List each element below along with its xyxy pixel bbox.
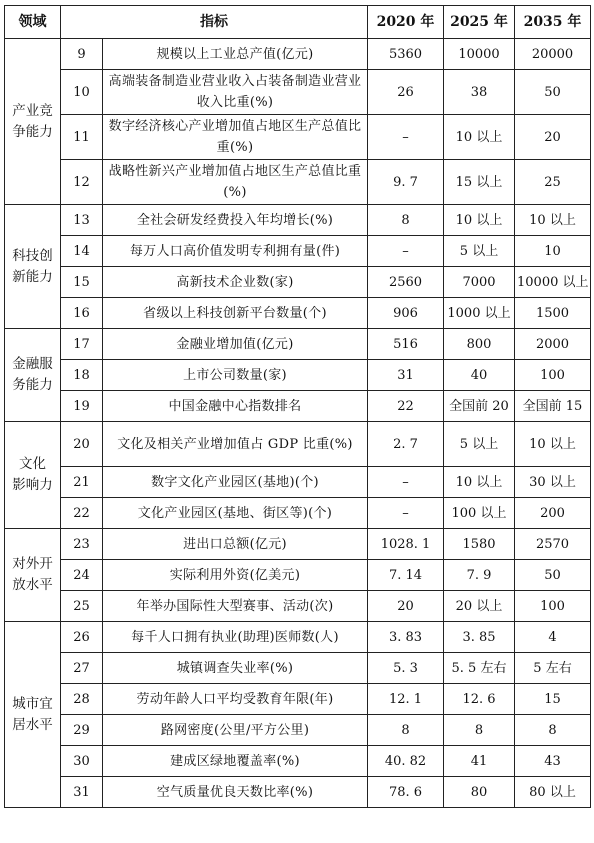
row-number: 28: [61, 684, 103, 715]
table-row: [5, 422, 591, 467]
table-row: [5, 498, 591, 529]
table-row: [5, 236, 591, 267]
row-number: 12: [61, 160, 103, 205]
value-2035: 43: [515, 746, 591, 777]
domain-label: 金融服 务能力: [12, 356, 53, 393]
value-2025: 100 以上: [444, 498, 515, 529]
value-2020: 22: [368, 391, 444, 422]
table-row: [5, 529, 591, 560]
value-2025: 全国前 20: [444, 391, 515, 422]
indicator-name: 文化及相关产业增加值占 GDP 比重(%): [103, 422, 368, 467]
indicator-name: 年举办国际性大型赛事、活动(次): [103, 591, 368, 622]
indicator-name: 实际利用外资(亿美元): [103, 560, 368, 591]
table-body: [5, 39, 591, 808]
indicator-name: 中国金融中心指数排名: [103, 391, 368, 422]
value-2035: 8: [515, 715, 591, 746]
domain-label: 对外开 放水平: [12, 556, 53, 593]
value-2035: 1500: [515, 298, 591, 329]
value-2025: 10 以上: [444, 115, 515, 160]
row-number: 21: [61, 467, 103, 498]
value-2035: 200: [515, 498, 591, 529]
domain-label: 城市宜 居水平: [12, 695, 53, 733]
indicator-name: 全社会研发经费投入年均增长(%): [103, 205, 368, 236]
value-2035: 2570: [515, 529, 591, 560]
value-2025: 5 以上: [444, 236, 515, 267]
header-year-2035: 2035 年: [515, 6, 591, 39]
value-2035: 100: [515, 591, 591, 622]
table-row: [5, 622, 591, 653]
value-2035: 全国前 15: [515, 391, 591, 422]
indicator-name: 文化产业园区(基地、街区等)(个): [103, 498, 368, 529]
indicator-name: 劳动年龄人口平均受教育年限(年): [103, 684, 368, 715]
value-2020: 3. 83: [368, 622, 444, 653]
value-2025: 7000: [444, 267, 515, 298]
row-number: 30: [61, 746, 103, 777]
value-2025: 3. 85: [444, 622, 515, 653]
value-2020: –: [368, 498, 444, 529]
row-number: 31: [61, 777, 103, 808]
value-2025: 12. 6: [444, 684, 515, 715]
domain-label: 文化 影响力: [12, 456, 53, 493]
value-2035: 10000 以上: [515, 267, 591, 298]
table-row: [5, 467, 591, 498]
value-2035: 20000: [515, 39, 591, 70]
indicator-name: 路网密度(公里/平方公里): [103, 715, 368, 746]
table-row: [5, 684, 591, 715]
indicator-name: 金融业增加值(亿元): [103, 329, 368, 360]
row-number: 15: [61, 267, 103, 298]
indicator-name: 规模以上工业总产值(亿元): [103, 39, 368, 70]
row-number: 25: [61, 591, 103, 622]
table-row: [5, 160, 591, 205]
value-2025: 7. 9: [444, 560, 515, 591]
value-2025: 1580: [444, 529, 515, 560]
value-2020: –: [368, 115, 444, 160]
indicator-name: 每万人口高价值发明专利拥有量(件): [103, 236, 368, 267]
value-2035: 50: [515, 70, 591, 115]
value-2020: 31: [368, 360, 444, 391]
table-row: [5, 267, 591, 298]
header-row: [5, 6, 591, 39]
value-2020: –: [368, 236, 444, 267]
value-2025: 5 以上: [444, 422, 515, 467]
domain-cell: [5, 622, 61, 808]
table-row: [5, 329, 591, 360]
indicator-name: 省级以上科技创新平台数量(个): [103, 298, 368, 329]
value-2035: 100: [515, 360, 591, 391]
table-row: [5, 777, 591, 808]
indicator-name: 空气质量优良天数比率(%): [103, 777, 368, 808]
row-number: 17: [61, 329, 103, 360]
indicator-name: 上市公司数量(家): [103, 360, 368, 391]
value-2020: 8: [368, 715, 444, 746]
value-2020: 78. 6: [368, 777, 444, 808]
row-number: 29: [61, 715, 103, 746]
row-number: 11: [61, 115, 103, 160]
value-2025: 10 以上: [444, 205, 515, 236]
value-2025: 5. 5 左右: [444, 653, 515, 684]
value-2020: –: [368, 467, 444, 498]
row-number: 27: [61, 653, 103, 684]
indicator-name: 数字文化产业园区(基地)(个): [103, 467, 368, 498]
value-2020: 40. 82: [368, 746, 444, 777]
value-2035: 15: [515, 684, 591, 715]
indicator-name: 战略性新兴产业增加值占地区生产总值比重(%): [103, 160, 368, 205]
row-number: 10: [61, 70, 103, 115]
value-2025: 80: [444, 777, 515, 808]
value-2020: 20: [368, 591, 444, 622]
value-2025: 38: [444, 70, 515, 115]
row-number: 20: [61, 422, 103, 467]
header-year-2025: 2025 年: [444, 6, 515, 39]
value-2025: 41: [444, 746, 515, 777]
row-number: 24: [61, 560, 103, 591]
table-row: [5, 39, 591, 70]
value-2025: 40: [444, 360, 515, 391]
indicator-name: 城镇调查失业率(%): [103, 653, 368, 684]
value-2020: 7. 14: [368, 560, 444, 591]
table-row: [5, 360, 591, 391]
domain-cell: [5, 329, 61, 422]
value-2035: 5 左右: [515, 653, 591, 684]
domain-cell: [5, 529, 61, 622]
value-2020: 2560: [368, 267, 444, 298]
row-number: 9: [61, 39, 103, 70]
value-2020: 906: [368, 298, 444, 329]
value-2035: 50: [515, 560, 591, 591]
row-number: 19: [61, 391, 103, 422]
table-row: [5, 653, 591, 684]
value-2020: 9. 7: [368, 160, 444, 205]
value-2035: 30 以上: [515, 467, 591, 498]
value-2035: 10 以上: [515, 205, 591, 236]
header-indicator: 指标: [61, 6, 368, 39]
value-2025: 1000 以上: [444, 298, 515, 329]
table-header: [5, 6, 591, 39]
row-number: 22: [61, 498, 103, 529]
value-2020: 26: [368, 70, 444, 115]
table-row: [5, 70, 591, 115]
value-2025: 800: [444, 329, 515, 360]
value-2035: 10 以上: [515, 422, 591, 467]
indicator-name: 进出口总额(亿元): [103, 529, 368, 560]
value-2020: 12. 1: [368, 684, 444, 715]
table-row: [5, 115, 591, 160]
value-2035: 10: [515, 236, 591, 267]
table-row: [5, 391, 591, 422]
value-2035: 20: [515, 115, 591, 160]
value-2035: 25: [515, 160, 591, 205]
table-row: [5, 746, 591, 777]
domain-cell: [5, 39, 61, 205]
value-2035: 4: [515, 622, 591, 653]
value-2020: 5360: [368, 39, 444, 70]
value-2035: 80 以上: [515, 777, 591, 808]
header-year-2020: 2020 年: [368, 6, 444, 39]
indicator-name: 每千人口拥有执业(助理)医师数(人): [103, 622, 368, 653]
domain-cell: [5, 422, 61, 529]
value-2025: 8: [444, 715, 515, 746]
domain-cell: [5, 205, 61, 329]
table-row: [5, 298, 591, 329]
indicator-name: 数字经济核心产业增加值占地区生产总值比重(%): [103, 115, 368, 160]
value-2020: 516: [368, 329, 444, 360]
row-number: 26: [61, 622, 103, 653]
row-number: 14: [61, 236, 103, 267]
header-domain: 领域: [5, 6, 61, 39]
value-2025: 10 以上: [444, 467, 515, 498]
table-row: [5, 715, 591, 746]
row-number: 13: [61, 205, 103, 236]
value-2025: 10000: [444, 39, 515, 70]
table-row: [5, 205, 591, 236]
row-number: 23: [61, 529, 103, 560]
indicator-table: [4, 5, 591, 808]
table-row: [5, 591, 591, 622]
indicator-name: 高新技术企业数(家): [103, 267, 368, 298]
domain-label: 产业竞 争能力: [12, 102, 53, 140]
value-2020: 8: [368, 205, 444, 236]
value-2020: 1028. 1: [368, 529, 444, 560]
indicator-name: 建成区绿地覆盖率(%): [103, 746, 368, 777]
value-2020: 5. 3: [368, 653, 444, 684]
value-2025: 20 以上: [444, 591, 515, 622]
domain-label: 科技创 新能力: [12, 247, 53, 285]
value-2035: 2000: [515, 329, 591, 360]
row-number: 16: [61, 298, 103, 329]
row-number: 18: [61, 360, 103, 391]
table-row: [5, 560, 591, 591]
value-2020: 2. 7: [368, 422, 444, 467]
indicator-name: 高端装备制造业营业收入占装备制造业营业收入比重(%): [103, 70, 368, 115]
value-2025: 15 以上: [444, 160, 515, 205]
